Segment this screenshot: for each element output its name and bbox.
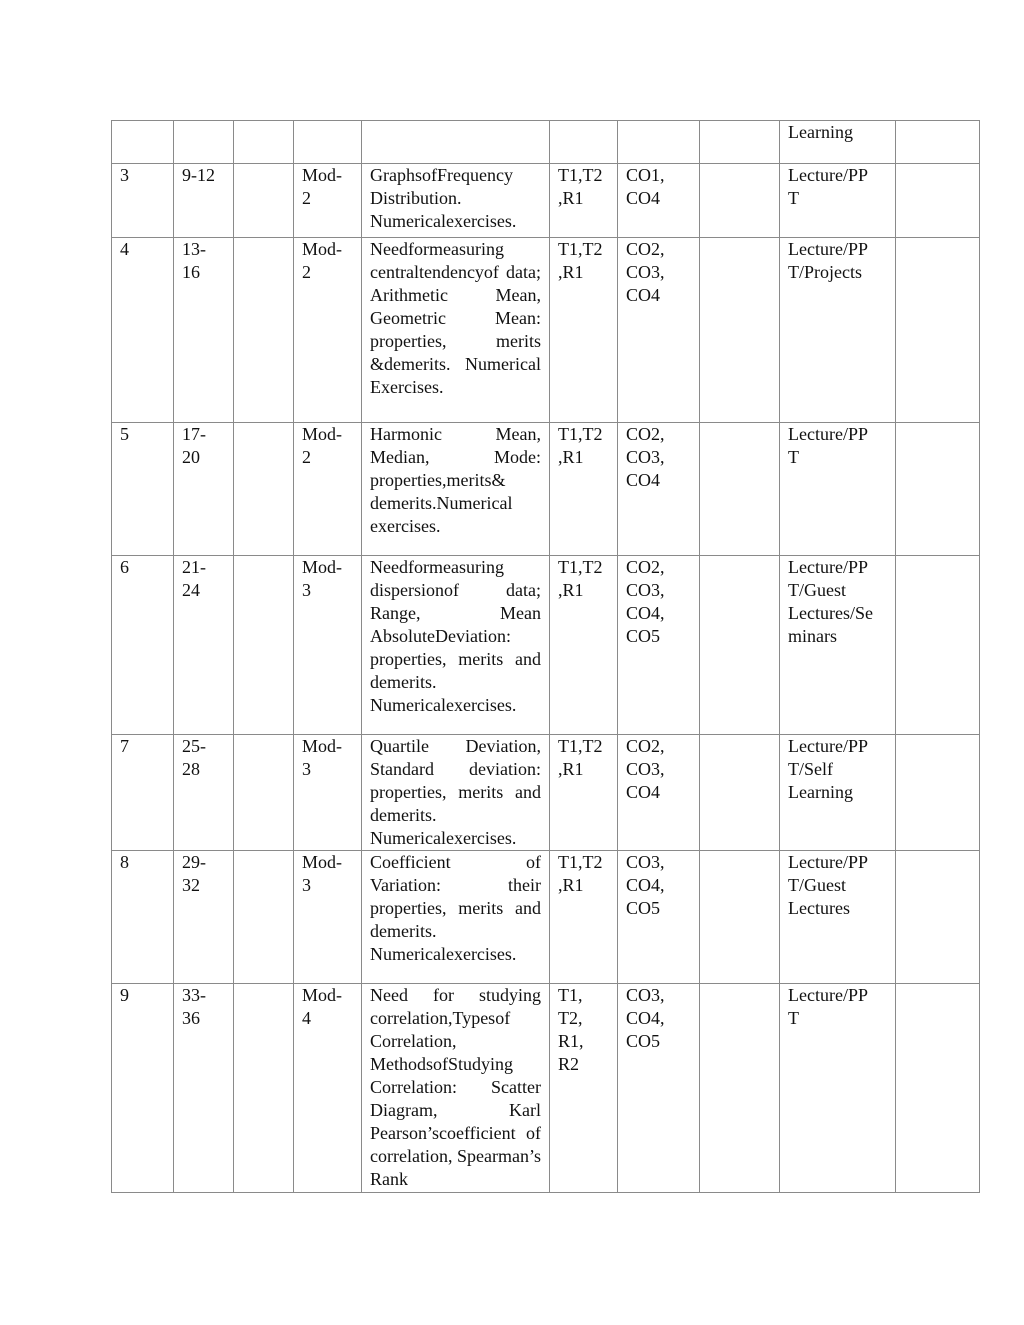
blank-cell (700, 423, 780, 556)
course-outcome-cell: CO2, CO3, CO4 (618, 735, 700, 851)
blank-cell (700, 238, 780, 423)
reference-cell: T1,T2 ,R1 (550, 556, 618, 735)
course-outcome-cell (618, 121, 700, 164)
serial-cell: 9 (112, 984, 174, 1193)
lecture-cell (174, 121, 234, 164)
date-cell (234, 984, 294, 1193)
date-cell (234, 556, 294, 735)
serial-cell: 3 (112, 164, 174, 238)
lecture-cell: 21- 24 (174, 556, 234, 735)
topic-cell: Needformeasuring centraltendencyof data; Arithmetic Mean, Geometric Mean: properties, merits &demerits. Numerical Exercises. (362, 238, 550, 423)
module-cell: Mod- 2 (294, 238, 362, 423)
topic-cell: Quartile Deviation, Standard deviation: properties, merits and demerits. Numericalexercises. (362, 735, 550, 851)
blank-cell (700, 164, 780, 238)
module-cell: Mod- 4 (294, 984, 362, 1193)
reference-cell (550, 121, 618, 164)
table-row (112, 851, 980, 984)
course-outcome-cell: CO3, CO4, CO5 (618, 984, 700, 1193)
method-cell: Lecture/PP T (780, 984, 896, 1193)
serial-cell (112, 121, 174, 164)
method-cell: Lecture/PP T (780, 423, 896, 556)
method-cell: Lecture/PP T/Guest Lectures (780, 851, 896, 984)
module-cell: Mod- 2 (294, 423, 362, 556)
remarks-cell (896, 735, 980, 851)
date-cell (234, 735, 294, 851)
reference-cell: T1,T2 ,R1 (550, 164, 618, 238)
remarks-cell (896, 423, 980, 556)
table-row (112, 423, 980, 556)
lecture-cell: 17- 20 (174, 423, 234, 556)
table-row (112, 238, 980, 423)
blank-cell (700, 121, 780, 164)
module-cell: Mod- 3 (294, 735, 362, 851)
method-cell: Learning (780, 121, 896, 164)
table-row (112, 735, 980, 851)
remarks-cell (896, 164, 980, 238)
date-cell (234, 238, 294, 423)
date-cell (234, 121, 294, 164)
serial-cell: 8 (112, 851, 174, 984)
reference-cell: T1,T2 ,R1 (550, 851, 618, 984)
lecture-cell: 25- 28 (174, 735, 234, 851)
remarks-cell (896, 121, 980, 164)
module-cell: Mod- 3 (294, 556, 362, 735)
method-cell: Lecture/PP T/Self Learning (780, 735, 896, 851)
table-row (112, 984, 980, 1193)
reference-cell: T1,T2 ,R1 (550, 735, 618, 851)
course-outcome-cell: CO2, CO3, CO4 (618, 238, 700, 423)
date-cell (234, 164, 294, 238)
course-outcome-cell: CO2, CO3, CO4 (618, 423, 700, 556)
serial-cell: 7 (112, 735, 174, 851)
topic-cell: Harmonic Mean, Median, Mode: properties,merits& demerits.Numerical exercises. (362, 423, 550, 556)
topic-cell: Needformeasuring dispersionof data; Range, Mean AbsoluteDeviation: properties, merits and demerits. Numericalexercises. (362, 556, 550, 735)
blank-cell (700, 556, 780, 735)
method-cell: Lecture/PP T (780, 164, 896, 238)
blank-cell (700, 735, 780, 851)
serial-cell: 6 (112, 556, 174, 735)
lesson-plan-table (111, 120, 980, 1193)
course-outcome-cell: CO2, CO3, CO4, CO5 (618, 556, 700, 735)
remarks-cell (896, 851, 980, 984)
date-cell (234, 423, 294, 556)
reference-cell: T1,T2 ,R1 (550, 238, 618, 423)
topic-cell (362, 121, 550, 164)
remarks-cell (896, 556, 980, 735)
topic-cell: GraphsofFrequency Distribution. Numericalexercises. (362, 164, 550, 238)
topic-cell: Coefficient of Variation: their properties, merits and demerits. Numericalexercises. (362, 851, 550, 984)
reference-cell: T1,T2 ,R1 (550, 423, 618, 556)
lecture-cell: 9-12 (174, 164, 234, 238)
serial-cell: 5 (112, 423, 174, 556)
lecture-cell: 29- 32 (174, 851, 234, 984)
topic-cell: Need for studying correlation,Typesof Correlation, MethodsofStudying Correlation: Scatter Diagram, Karl Pearson’scoefficient of correlation, Spearman’s Rank (362, 984, 550, 1193)
blank-cell (700, 851, 780, 984)
module-cell: Mod- 3 (294, 851, 362, 984)
lecture-cell: 13- 16 (174, 238, 234, 423)
course-outcome-cell: CO3, CO4, CO5 (618, 851, 700, 984)
module-cell (294, 121, 362, 164)
lecture-cell: 33- 36 (174, 984, 234, 1193)
blank-cell (700, 984, 780, 1193)
serial-cell: 4 (112, 238, 174, 423)
table-row (112, 121, 980, 164)
remarks-cell (896, 984, 980, 1193)
module-cell: Mod- 2 (294, 164, 362, 238)
method-cell: Lecture/PP T/Projects (780, 238, 896, 423)
method-cell: Lecture/PP T/Guest Lectures/Se minars (780, 556, 896, 735)
reference-cell: T1, T2, R1, R2 (550, 984, 618, 1193)
course-outcome-cell: CO1, CO4 (618, 164, 700, 238)
table-row (112, 556, 980, 735)
remarks-cell (896, 238, 980, 423)
table-row (112, 164, 980, 238)
date-cell (234, 851, 294, 984)
